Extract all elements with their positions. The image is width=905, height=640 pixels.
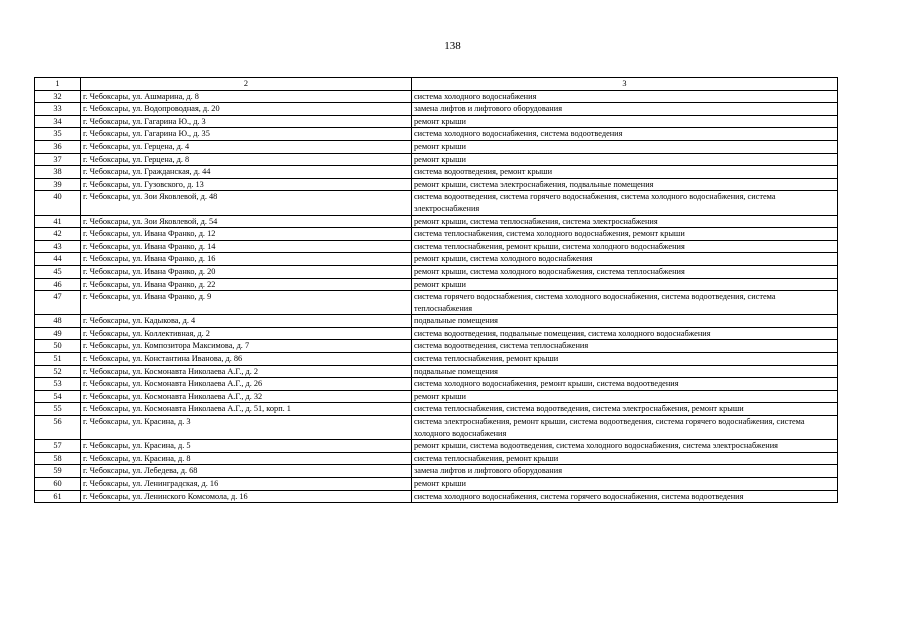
row-number-cell: 60 bbox=[35, 478, 81, 491]
address-cell: г. Чебоксары, ул. Зои Яковлевой, д. 48 bbox=[81, 191, 412, 215]
table-row bbox=[35, 103, 838, 116]
works-cell: система теплоснабжения, ремонт крыши bbox=[412, 353, 838, 366]
works-cell: система электроснабжения, ремонт крыши, система водоотведения, система горячего водоснабжения, система холодного водоснабжения bbox=[412, 416, 838, 440]
address-cell: г. Чебоксары, ул. Ленинградская, д. 16 bbox=[81, 478, 412, 491]
works-cell: система водоотведения, система горячего водоснабжения, система холодного водоснабжения, система электроснабжения bbox=[412, 191, 838, 215]
row-number-cell: 36 bbox=[35, 140, 81, 153]
row-number-cell: 33 bbox=[35, 103, 81, 116]
address-cell: г. Чебоксары, ул. Ивана Франко, д. 12 bbox=[81, 228, 412, 241]
row-number-cell: 49 bbox=[35, 327, 81, 340]
works-cell: система водоотведения, ремонт крыши bbox=[412, 166, 838, 179]
row-number-cell: 59 bbox=[35, 465, 81, 478]
address-cell: г. Чебоксары, ул. Космонавта Николаева А.Г., д. 51, корп. 1 bbox=[81, 403, 412, 416]
address-cell: г. Чебоксары, ул. Гражданская, д. 44 bbox=[81, 166, 412, 179]
row-number-cell: 37 bbox=[35, 153, 81, 166]
table-row bbox=[35, 115, 838, 128]
address-cell: г. Чебоксары, ул. Гагарина Ю., д. 3 bbox=[81, 115, 412, 128]
works-cell: ремонт крыши, система холодного водоснабжения bbox=[412, 253, 838, 266]
row-number-cell: 41 bbox=[35, 215, 81, 228]
table-row bbox=[35, 340, 838, 353]
header-cell-3: 3 bbox=[412, 78, 838, 91]
table-row bbox=[35, 228, 838, 241]
address-cell: г. Чебоксары, ул. Космонавта Николаева А.Г., д. 2 bbox=[81, 365, 412, 378]
works-cell: ремонт крыши bbox=[412, 390, 838, 403]
works-cell: ремонт крыши, система водоотведения, система холодного водоснабжения, система электроснабжения bbox=[412, 440, 838, 453]
table-row bbox=[35, 265, 838, 278]
works-cell: ремонт крыши bbox=[412, 140, 838, 153]
works-cell: ремонт крыши bbox=[412, 153, 838, 166]
works-cell: ремонт крыши, система теплоснабжения, система электроснабжения bbox=[412, 215, 838, 228]
table-row bbox=[35, 440, 838, 453]
row-number-cell: 57 bbox=[35, 440, 81, 453]
table-row bbox=[35, 253, 838, 266]
table-row bbox=[35, 465, 838, 478]
table-row bbox=[35, 278, 838, 291]
address-cell: г. Чебоксары, ул. Красина, д. 8 bbox=[81, 452, 412, 465]
row-number-cell: 43 bbox=[35, 240, 81, 253]
table-row bbox=[35, 365, 838, 378]
row-number-cell: 53 bbox=[35, 378, 81, 391]
row-number-cell: 46 bbox=[35, 278, 81, 291]
address-cell: г. Чебоксары, ул. Гагарина Ю., д. 35 bbox=[81, 128, 412, 141]
row-number-cell: 51 bbox=[35, 353, 81, 366]
row-number-cell: 32 bbox=[35, 90, 81, 103]
table-row bbox=[35, 153, 838, 166]
table-row bbox=[35, 403, 838, 416]
works-cell: система теплоснабжения, система водоотведения, система электроснабжения, ремонт крыши bbox=[412, 403, 838, 416]
row-number-cell: 47 bbox=[35, 291, 81, 315]
address-cell: г. Чебоксары, ул. Ивана Франко, д. 9 bbox=[81, 291, 412, 315]
row-number-cell: 45 bbox=[35, 265, 81, 278]
works-cell: система холодного водоснабжения, система водоотведения bbox=[412, 128, 838, 141]
address-cell: г. Чебоксары, ул. Герцена, д. 4 bbox=[81, 140, 412, 153]
row-number-cell: 42 bbox=[35, 228, 81, 241]
table-row bbox=[35, 390, 838, 403]
table-row bbox=[35, 378, 838, 391]
address-cell: г. Чебоксары, ул. Зои Яковлевой, д. 54 bbox=[81, 215, 412, 228]
address-cell: г. Чебоксары, ул. Красина, д. 3 bbox=[81, 416, 412, 440]
works-cell: ремонт крыши bbox=[412, 478, 838, 491]
row-number-cell: 38 bbox=[35, 166, 81, 179]
row-number-cell: 52 bbox=[35, 365, 81, 378]
address-cell: г. Чебоксары, ул. Лебедева, д. 68 bbox=[81, 465, 412, 478]
address-cell: г. Чебоксары, ул. Ивана Франко, д. 14 bbox=[81, 240, 412, 253]
address-cell: г. Чебоксары, ул. Ивана Франко, д. 22 bbox=[81, 278, 412, 291]
works-cell: ремонт крыши bbox=[412, 115, 838, 128]
repair-table bbox=[34, 77, 838, 503]
works-cell: система холодного водоснабжения, система горячего водоснабжения, система водоотведения bbox=[412, 490, 838, 503]
table-row bbox=[35, 291, 838, 315]
table-row bbox=[35, 215, 838, 228]
address-cell: г. Чебоксары, ул. Кадыкова, д. 4 bbox=[81, 315, 412, 328]
table-row bbox=[35, 90, 838, 103]
table-row bbox=[35, 178, 838, 191]
table-row bbox=[35, 452, 838, 465]
row-number-cell: 48 bbox=[35, 315, 81, 328]
header-cell-2: 2 bbox=[81, 78, 412, 91]
works-cell: система горячего водоснабжения, система холодного водоснабжения, система водоотведения, система теплоснабжения bbox=[412, 291, 838, 315]
row-number-cell: 56 bbox=[35, 416, 81, 440]
header-cell-1: 1 bbox=[35, 78, 81, 91]
address-cell: г. Чебоксары, ул. Космонавта Николаева А.Г., д. 32 bbox=[81, 390, 412, 403]
row-number-cell: 40 bbox=[35, 191, 81, 215]
row-number-cell: 34 bbox=[35, 115, 81, 128]
works-cell: подвальные помещения bbox=[412, 365, 838, 378]
address-cell: г. Чебоксары, ул. Коллективная, д. 2 bbox=[81, 327, 412, 340]
address-cell: г. Чебоксары, ул. Константина Иванова, д. 86 bbox=[81, 353, 412, 366]
works-cell: система холодного водоснабжения, ремонт крыши, система водоотведения bbox=[412, 378, 838, 391]
address-cell: г. Чебоксары, ул. Ашмарина, д. 8 bbox=[81, 90, 412, 103]
row-number-cell: 54 bbox=[35, 390, 81, 403]
table-row bbox=[35, 490, 838, 503]
table-row bbox=[35, 315, 838, 328]
works-cell: ремонт крыши bbox=[412, 278, 838, 291]
row-number-cell: 50 bbox=[35, 340, 81, 353]
works-cell: подвальные помещения bbox=[412, 315, 838, 328]
address-cell: г. Чебоксары, ул. Красина, д. 5 bbox=[81, 440, 412, 453]
address-cell: г. Чебоксары, ул. Водопроводная, д. 20 bbox=[81, 103, 412, 116]
row-number-cell: 44 bbox=[35, 253, 81, 266]
table-row bbox=[35, 191, 838, 215]
row-number-cell: 55 bbox=[35, 403, 81, 416]
table-row bbox=[35, 416, 838, 440]
address-cell: г. Чебоксары, ул. Гузовского, д. 13 bbox=[81, 178, 412, 191]
table-row bbox=[35, 478, 838, 491]
address-cell: г. Чебоксары, ул. Космонавта Николаева А.Г., д. 26 bbox=[81, 378, 412, 391]
works-cell: замена лифтов и лифтового оборудования bbox=[412, 465, 838, 478]
page-number: 138 bbox=[444, 40, 461, 52]
table-row bbox=[35, 353, 838, 366]
row-number-cell: 39 bbox=[35, 178, 81, 191]
works-cell: система теплоснабжения, ремонт крыши, система холодного водоснабжения bbox=[412, 240, 838, 253]
address-cell: г. Чебоксары, ул. Ивана Франко, д. 16 bbox=[81, 253, 412, 266]
table-row bbox=[35, 140, 838, 153]
works-cell: система водоотведения, подвальные помещения, система холодного водоснабжения bbox=[412, 327, 838, 340]
address-cell: г. Чебоксары, ул. Герцена, д. 8 bbox=[81, 153, 412, 166]
works-cell: система холодного водоснабжения bbox=[412, 90, 838, 103]
address-cell: г. Чебоксары, ул. Композитора Максимова, д. 7 bbox=[81, 340, 412, 353]
row-number-cell: 35 bbox=[35, 128, 81, 141]
table-row bbox=[35, 240, 838, 253]
works-cell: система теплоснабжения, ремонт крыши bbox=[412, 452, 838, 465]
table-row bbox=[35, 327, 838, 340]
table-row bbox=[35, 128, 838, 141]
works-cell: ремонт крыши, система холодного водоснабжения, система теплоснабжения bbox=[412, 265, 838, 278]
address-cell: г. Чебоксары, ул. Ленинского Комсомола, д. 16 bbox=[81, 490, 412, 503]
address-cell: г. Чебоксары, ул. Ивана Франко, д. 20 bbox=[81, 265, 412, 278]
works-cell: ремонт крыши, система электроснабжения, подвальные помещения bbox=[412, 178, 838, 191]
row-number-cell: 61 bbox=[35, 490, 81, 503]
works-cell: система водоотведения, система теплоснабжения bbox=[412, 340, 838, 353]
works-cell: система теплоснабжения, система холодного водоснабжения, ремонт крыши bbox=[412, 228, 838, 241]
table-header-row bbox=[35, 78, 838, 91]
table-row bbox=[35, 166, 838, 179]
works-cell: замена лифтов и лифтового оборудования bbox=[412, 103, 838, 116]
row-number-cell: 58 bbox=[35, 452, 81, 465]
